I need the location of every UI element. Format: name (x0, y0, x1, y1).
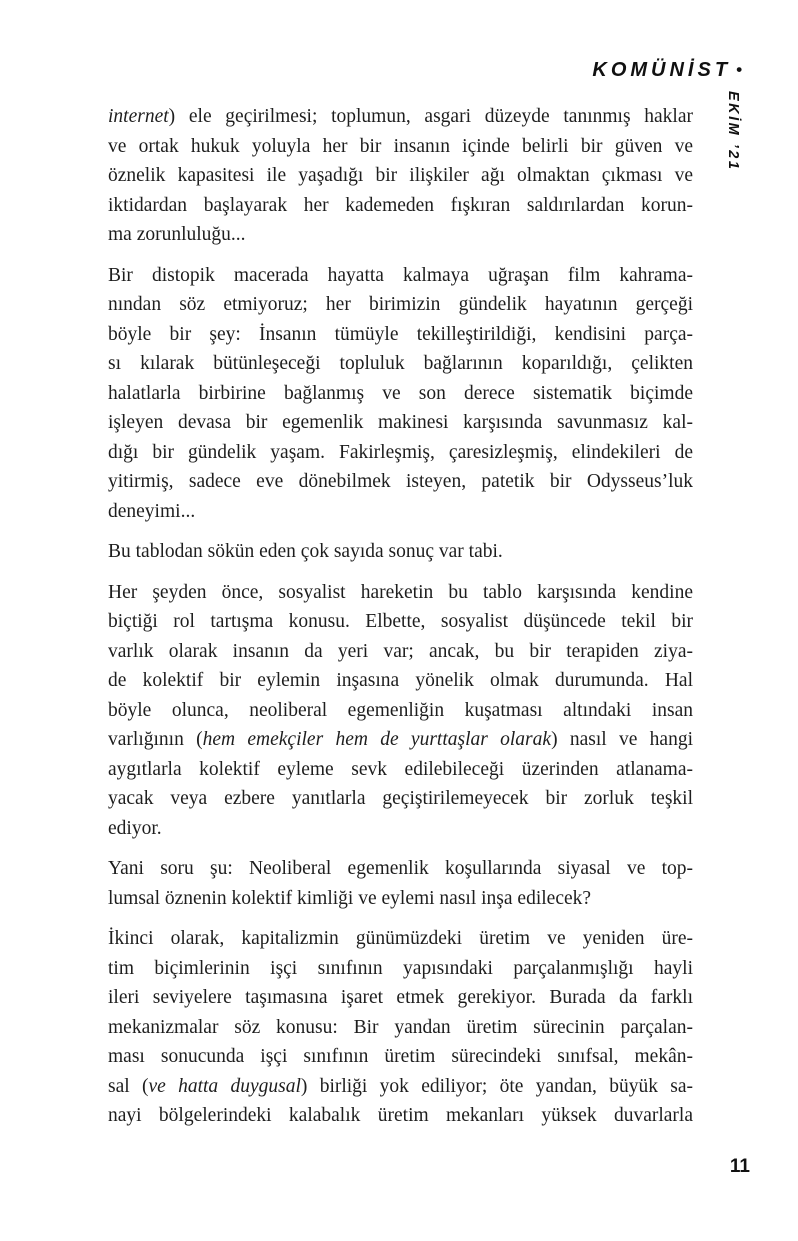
text-segment: ) ele geçirilmesi; toplumun, asgari düzeyde tanınmış haklar (168, 106, 693, 127)
text-segment: halatlarla birbirine bağlanmış ve son derece sistematik biçimde (108, 382, 693, 404)
text-line (108, 220, 693, 250)
text-line (108, 161, 693, 191)
text-segment: varlık olarak insanın da yeri var; ancak, bu bir terapiden ziya- (108, 640, 693, 662)
italic-text-segment: ve hatta duygusal (148, 1075, 301, 1097)
text-line (108, 924, 693, 954)
text-segment: ve ortak hukuk yoluyla her bir insanın içinde belirli bir güven ve (108, 135, 693, 157)
text-segment: biçtiği rol tartışma konusu. Elbette, sosyalist düşüncede tekil bir (108, 611, 693, 632)
text-line (108, 1072, 693, 1102)
text-segment: İkinci olarak, kapitalizmin günümüzdeki üretim ve yeniden üre- (108, 928, 693, 949)
text-segment: böyle olunca, neoliberal egemenliğin kuşatması altındaki insan (108, 699, 693, 721)
text-line (108, 725, 693, 755)
paragraph (108, 537, 693, 567)
paragraph (108, 102, 693, 250)
text-line (108, 537, 693, 567)
text-segment: Bu tablodan sökün eden çok sayıda sonuç var tabi. (108, 541, 503, 562)
text-segment: de kolektif bir eylemin inşasına yönelik olmak durumunda. Hal (108, 670, 693, 691)
text-line (108, 666, 693, 696)
text-segment: nından söz etmiyoruz; her birimizin gündelik hayatının gerçeği (108, 294, 693, 315)
text-segment: lumsal öznenin kolektif kimliği ve eylemi nasıl inşa edilecek? (108, 887, 592, 909)
text-line (108, 438, 693, 468)
text-segment: ) birliği yok ediliyor; öte yandan, büyük sa- (300, 1075, 693, 1097)
text-segment: dığı bir gündelik yaşam. Fakirleşmiş, çaresizleşmiş, elindekileri de (108, 441, 693, 463)
text-line (108, 637, 693, 667)
text-line (108, 320, 693, 350)
text-segment: ) nasıl ve hangi (551, 729, 693, 750)
paragraph (108, 924, 693, 1131)
text-segment: tim biçimlerinin işçi sınıfının yapısındaki parçalanmışlığı hayli (108, 957, 693, 979)
text-line (108, 696, 693, 726)
text-line (108, 349, 693, 379)
text-line (108, 191, 693, 221)
text-segment: varlığının ( (108, 729, 203, 750)
text-line (108, 1042, 693, 1072)
text-segment: öznelik kapasitesi ile yaşadığı bir ilişkiler ağı olmaktan çıkması ve (108, 165, 693, 186)
italic-text-segment: internet (108, 106, 169, 127)
text-line (108, 814, 693, 844)
page-number: 11 (729, 1156, 750, 1177)
text-line (108, 954, 693, 984)
text-segment: deneyimi... (108, 500, 196, 522)
text-segment: sı kılarak bütünleşeceği topluluk bağlarının koparıldığı, çelikten (108, 353, 693, 374)
paragraph (108, 578, 693, 844)
text-line (108, 578, 693, 608)
text-segment: Her şeyden önce, sosyalist hareketin bu tablo karşısında kendine (108, 581, 693, 603)
text-line (108, 497, 693, 527)
text-segment: ileri seviyelere taşımasına işaret etmek gerekiyor. Burada da farklı (108, 987, 693, 1008)
text-line (108, 1013, 693, 1043)
text-line (108, 467, 693, 497)
text-line (108, 854, 693, 884)
text-segment: yacak veya ezbere yanıtlarla geçiştirilemeyecek bir zorluk teşkil (108, 788, 693, 809)
italic-text-segment: hem emekçiler hem de yurttaşlar olarak (202, 729, 552, 750)
text-segment: ması sonucunda işçi sınıfının üretim sürecindeki sınıfsal, mekân- (108, 1046, 693, 1067)
text-segment: böyle bir şey: İnsanın tümüyle tekilleştirildiği, kendisini parça- (108, 323, 693, 345)
text-line (108, 607, 693, 637)
text-segment: aygıtlarla kolektif eyleme sevk edilebileceği üzerinden atlanama- (108, 758, 693, 780)
paragraph (108, 261, 693, 527)
issue-label: EKİM ’21 (725, 91, 741, 172)
text-line (108, 784, 693, 814)
text-segment: Yani soru şu: Neoliberal egemenlik koşullarında siyasal ve top- (108, 858, 693, 879)
article-body (108, 102, 693, 1142)
text-line (108, 102, 693, 132)
page-header (592, 59, 742, 82)
text-segment: ma zorunluluğu... (108, 224, 246, 245)
text-segment: nayi bölgelerindeki kalabalık üretim mekanları yüksek duvarlarla (108, 1105, 693, 1126)
text-segment: iktidardan başlayarak her kademeden fışkıran saldırılardan korun- (108, 194, 693, 216)
text-segment: işleyen devasa bir egemenlik makinesi karşısında savunmasız kal- (108, 412, 693, 433)
text-segment: Bir distopik macerada hayatta kalmaya uğraşan film kahrama- (108, 264, 693, 286)
text-line (108, 290, 693, 320)
text-line (108, 1101, 693, 1131)
journal-title: KOMÜNİST (592, 59, 732, 81)
text-line (108, 261, 693, 291)
text-segment: sal ( (108, 1075, 149, 1097)
text-line (108, 983, 693, 1013)
header-bullet-icon: • (736, 60, 742, 79)
text-segment: mekanizmalar söz konusu: Bir yandan üretim sürecinin parçalan- (108, 1016, 693, 1038)
text-segment: yitirmiş, sadece eve dönebilmek isteyen, patetik bir Odysseus’luk (108, 471, 693, 492)
text-line (108, 755, 693, 785)
paragraph (108, 854, 693, 913)
text-line (108, 132, 693, 162)
text-line (108, 408, 693, 438)
text-line (108, 884, 693, 914)
text-segment: ediyor. (108, 817, 162, 839)
text-line (108, 379, 693, 409)
